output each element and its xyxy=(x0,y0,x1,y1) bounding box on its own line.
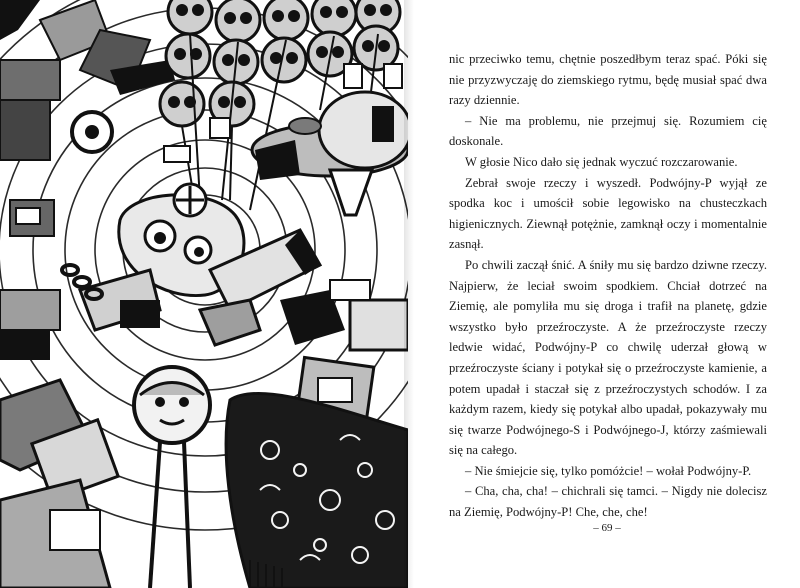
paragraph: Po chwili zaczął śnić. A śniły mu się bardzo dziwne rzeczy. Najpierw, że leciał swoim spodkiem. Chciał dotrzeć na Ziemię, ale pomyliła mu się droga i trafił na planetę, gdzie wszystko było przeźroczyste. A że przeźroczyste rzeczy ledwie widać, Podwójny-P co chwilę uderzał głową w przeźroczyste ściany i potykał się o przeźroczyste kamienie, a potem upadał i staczał się z przeźroczystych schodów. I za każdym razem, kiedy się potykał albo upadał, pokazywały mu się twarze Podwójnego-S i Podwójnego-J, którzy zaśmiewali się na całego. xyxy=(449,257,767,458)
paragraph: – Cha, cha, cha! – chichrali się tamci. – Nigdy nie dolecisz na Ziemię, Podwójny-P! Che, che, che! xyxy=(449,484,767,520)
page-number: – 69 – xyxy=(593,522,621,534)
paragraph: nic przeciwko temu, chętnie poszedłbym teraz spać. Póki się nie przyzwyczaję do ziemskiego rytmu, będę musiał spać dwa razy dziennie. xyxy=(449,52,767,108)
paragraph: Zebrał swoje rzeczy i wyszedł. Podwójny-P wyjął ze spodka koc i umościł sobie legowisko na chusteczkach higienicznych. Ziewnął potężnie, zamknął oczy i momentalnie zasnął. xyxy=(449,175,767,252)
page-gutter xyxy=(404,0,414,588)
text-page xyxy=(414,0,800,588)
paragraph: – Nie ma problemu, nie przejmuj się. Rozumiem cię doskonale. xyxy=(449,113,767,149)
story-text xyxy=(449,49,767,523)
paragraph: W głosie Nico dało się jednak wyczuć rozczarowanie. xyxy=(465,154,738,169)
paragraph: – Nie śmiejcie się, tylko pomóżcie! – wołał Podwójny-P. xyxy=(465,463,752,478)
